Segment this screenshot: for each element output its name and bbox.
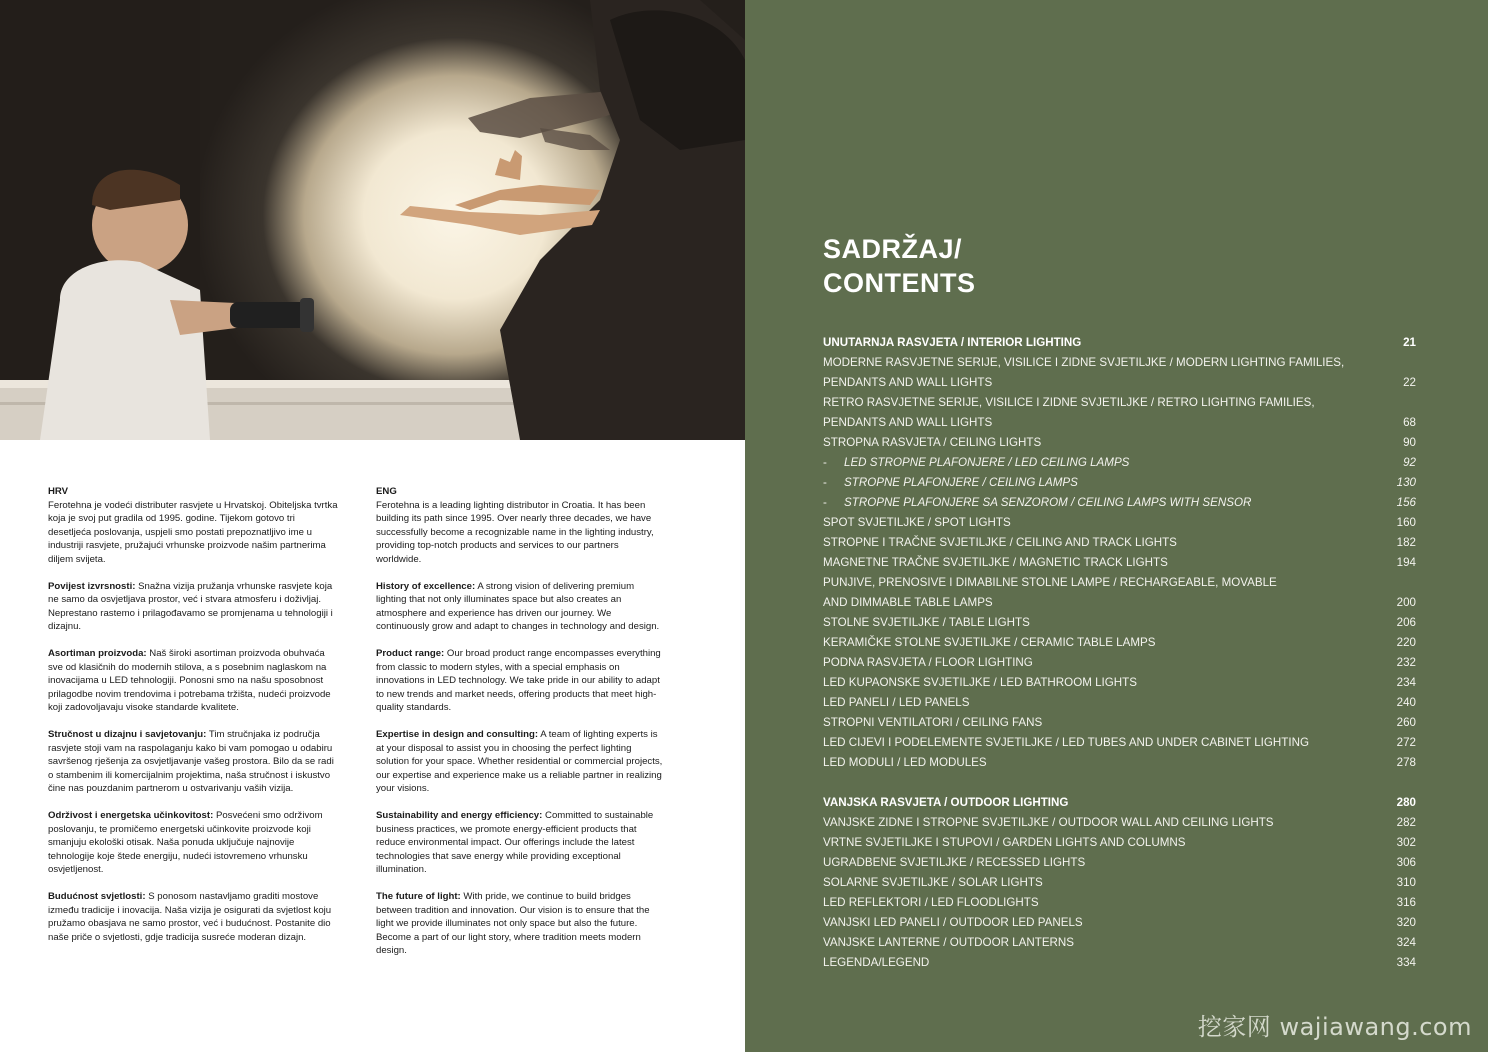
toc-page-number: 320 (1396, 916, 1416, 929)
toc-entry[interactable] (823, 693, 1416, 713)
toc-entry-label: LEGENDA/LEGEND (823, 956, 930, 969)
paragraph-heading: Održivost i energetska učinkovitost: (48, 810, 214, 821)
toc-page-number: 316 (1396, 896, 1416, 909)
toc-spacer (823, 773, 1416, 793)
toc-page-number: 194 (1396, 556, 1416, 569)
bullet-dash: - (823, 496, 827, 509)
toc-page-number: 232 (1396, 656, 1416, 669)
bullet-dash: - (823, 476, 827, 489)
toc-entry[interactable] (823, 613, 1416, 633)
toc-entry[interactable] (823, 833, 1416, 853)
language-label-eng: ENG (376, 486, 397, 497)
paragraph-heading: Povijest izvrsnosti: (48, 580, 136, 592)
intro-text-eng (376, 485, 666, 971)
toc-entry[interactable] (823, 413, 1416, 433)
paragraph-eng-5 (376, 890, 666, 958)
toc-entry[interactable] (823, 853, 1416, 873)
toc-entry-label: STOLNE SVJETILJKE / TABLE LIGHTS (823, 616, 1030, 629)
paragraph-hrv-5 (48, 890, 338, 944)
toc-entry[interactable] (823, 953, 1416, 973)
toc-entry-label: UGRADBENE SVJETILJKE / RECESSED LIGHTS (823, 856, 1086, 869)
toc-page-number: 200 (1396, 596, 1416, 609)
toc-page-number: 280 (1396, 796, 1416, 809)
toc-entry[interactable] (823, 393, 1416, 413)
paragraph-body: Posvećeni smo održivom poslovanju, te promičemo energetski učinkovite proizvode koji smanjuju ekološki otisak. Naša ponuda uključuje najnovije tehnologije koje štede energiju, nudeći istovremeno vrhunsku osvjetljenost. (48, 810, 323, 875)
toc-entry-label: STROPNE PLAFONJERE SA SENZOROM / CEILING LAMPS WITH SENSOR (844, 496, 1252, 509)
toc-entry-label: LED STROPNE PLAFONJERE / LED CEILING LAMPS (844, 456, 1130, 469)
toc-exterior-group (823, 793, 1416, 973)
toc-page-number: 92 (1403, 456, 1416, 469)
paragraph-body: Snažna vizija pružanja vrhunske rasvjete koja ne samo da osvjetljava prostor, već i stvara atmosferu i doživljaj. Neprestano rastemo i prilagođavamo se promjenama u tehnologiji i dizajnu. (48, 580, 333, 632)
toc-entry[interactable] (823, 473, 1416, 493)
bullet-dash: - (823, 456, 827, 469)
toc-entry[interactable] (823, 713, 1416, 733)
toc-page-number: 160 (1396, 516, 1416, 529)
toc-page-number: 278 (1396, 756, 1416, 769)
toc-page-number: 234 (1396, 676, 1416, 689)
toc-page-number: 68 (1403, 416, 1416, 429)
toc-entry-label: VANJSKE ZIDNE I STROPNE SVJETILJKE / OUTDOOR WALL AND CEILING LIGHTS (823, 816, 1274, 829)
toc-entry-label: STROPNE PLAFONJERE / CEILING LAMPS (844, 476, 1078, 489)
toc-entry-label: UNUTARNJA RASVJETA / INTERIOR LIGHTING (823, 336, 1082, 349)
paragraph-eng-4 (376, 809, 666, 877)
intro-text-hrv (48, 485, 338, 958)
toc-page-number: 220 (1396, 636, 1416, 649)
paragraph-hrv-2 (48, 647, 338, 715)
toc-entry-label: MAGNETNE TRAČNE SVJETILJKE / MAGNETIC TRACK LIGHTS (823, 556, 1168, 569)
toc-entry[interactable] (823, 373, 1416, 393)
paragraph-body: Tim stručnjaka iz područja rasvjete stoji vam na raspolaganju kako bi vam pomogao u odabiru savršenog rješenja za osvjetljavanje vašeg prostora. Bilo da se radi o stambenim ili komercijalnim projektima, naša stručnost i iskustvo čine nas pouzdanim partnerom u ostvarivanju vaših vizija. (48, 729, 334, 794)
paragraph-body: A strong vision of delivering premium lighting that not only illuminates space but also creates an atmosphere and experience has driven our journey. We continuously grow and adapt to changes in technology and design. (376, 580, 660, 632)
paragraph-heading: Sustainability and energy efficiency: (376, 810, 543, 821)
toc-entry-label: LED REFLEKTORI / LED FLOODLIGHTS (823, 896, 1039, 909)
paragraph-heading: Expertise in design and consulting: (376, 729, 539, 740)
toc-entry-label: STROPNE I TRAČNE SVJETILJKE / CEILING AND TRACK LIGHTS (823, 536, 1177, 549)
paragraph-body: With pride, we continue to build bridges between tradition and innovation. Our vision is to ensure that the light we provide illuminates not only space but also the future. Become a part of our light story, where tradition meets modern design. (376, 891, 650, 956)
paragraph-hrv-1 (48, 580, 338, 634)
toc-entry[interactable] (823, 813, 1416, 833)
toc-entry-label: LED KUPAONSKE SVJETILJKE / LED BATHROOM LIGHTS (823, 676, 1137, 689)
right-page-contents (745, 0, 1488, 1052)
toc-entry[interactable] (823, 873, 1416, 893)
toc-entry-label: KERAMIČKE STOLNE SVJETILJKE / CERAMIC TABLE LAMPS (823, 636, 1156, 649)
paragraph-heading: Budućnost svjetlosti: (48, 891, 146, 902)
toc-page-number: 22 (1403, 376, 1416, 389)
toc-entry-label: LED MODULI / LED MODULES (823, 756, 987, 769)
paragraph-hrv-4 (48, 809, 338, 877)
toc-page-number: 302 (1396, 836, 1416, 849)
toc-entry[interactable] (823, 893, 1416, 913)
toc-page-number: 90 (1403, 436, 1416, 449)
toc-page-number: 260 (1396, 716, 1416, 729)
toc-entry-label: SOLARNE SVJETILJKE / SOLAR LIGHTS (823, 876, 1043, 889)
toc-entry[interactable] (823, 753, 1416, 773)
toc-entry[interactable] (823, 533, 1416, 553)
toc-entry[interactable] (823, 673, 1416, 693)
toc-entry[interactable] (823, 933, 1416, 953)
toc-entry[interactable] (823, 573, 1416, 593)
paragraph-eng-1 (376, 580, 666, 634)
toc-entry-label: STROPNA RASVJETA / CEILING LIGHTS (823, 436, 1042, 449)
paragraph-heading: Product range: (376, 648, 445, 659)
toc-page-number: 324 (1396, 936, 1416, 949)
toc-interior-group (823, 333, 1416, 773)
toc-entry-label: PUNJIVE, PRENOSIVE I DIMABILNE STOLNE LAMPE / RECHARGEABLE, MOVABLE (823, 576, 1277, 589)
toc-entry-label: LED PANELI / LED PANELS (823, 696, 970, 709)
paragraph-eng-3 (376, 728, 666, 796)
toc-entry-label: VANJSKI LED PANELI / OUTDOOR LED PANELS (823, 916, 1083, 929)
toc-entry[interactable] (823, 353, 1416, 373)
toc-entry-label: AND DIMMABLE TABLE LAMPS (823, 596, 993, 609)
contents-title-line-2: CONTENTS (823, 268, 976, 298)
contents-title (823, 232, 976, 300)
table-of-contents (823, 333, 1416, 973)
contents-title-line-1: SADRŽAJ/ (823, 234, 963, 264)
paragraph-heading: Stručnost u dizajnu i savjetovanju: (48, 729, 207, 740)
intro-paragraph-eng: Ferotehna is a leading lighting distributor in Croatia. It has been building its path since 1995. Over nearly three decades, we have successfully become a recognizable name in the lighting industry, providing top-notch products and services to our partners worldwide. (376, 499, 654, 565)
paragraph-body: Our broad product range encompasses everything from classic to modern styles, with a special emphasis on innovations in LED technology. We take pride in our ability to adapt to new trends and market needs, offering products that meet high-quality standards. (376, 648, 661, 713)
toc-entry-label: VANJSKE LANTERNE / OUTDOOR LANTERNS (823, 936, 1075, 949)
toc-entry-label: VRTNE SVJETILJKE I STUPOVI / GARDEN LIGHTS AND COLUMNS (823, 836, 1186, 849)
paragraph-body: A team of lighting experts is at your disposal to assist you in choosing the perfect lighting solution for your space. Whether residential or commercial projects, our expertise and experience make us a reliable partner in realizing your visions. (376, 729, 663, 794)
toc-page-number: 272 (1396, 736, 1416, 749)
toc-entry[interactable] (823, 553, 1416, 573)
toc-entry[interactable] (823, 653, 1416, 673)
toc-entry[interactable] (823, 493, 1416, 513)
toc-page-number: 21 (1403, 336, 1416, 349)
toc-page-number: 334 (1396, 956, 1416, 969)
toc-page-number: 182 (1396, 536, 1416, 549)
paragraph-heading: History of excellence: (376, 580, 476, 592)
toc-page-number: 156 (1396, 496, 1416, 509)
toc-page-number: 306 (1396, 856, 1416, 869)
toc-entry-label: PENDANTS AND WALL LIGHTS (823, 376, 993, 389)
toc-entry-label: VANJSKA RASVJETA / OUTDOOR LIGHTING (823, 796, 1069, 809)
toc-page-number: 130 (1396, 476, 1416, 489)
toc-page-number: 282 (1396, 816, 1416, 829)
toc-entry[interactable] (823, 513, 1416, 533)
toc-page-number: 206 (1396, 616, 1416, 629)
language-label-hrv: HRV (48, 486, 69, 497)
toc-entry-label: STROPNI VENTILATORI / CEILING FANS (823, 716, 1043, 729)
paragraph-body: S ponosom nastavljamo graditi mostove između tradicije i inovacija. Naša vizija je osigurati da svjetlost koju pružamo obasjava ne samo prostor, već i budućnost. Postanite dio naše priče o svjetlosti, gdje tradicija susreće moderan dizajn. (48, 891, 332, 943)
photo-illustration (0, 0, 745, 440)
intro-paragraph-hrv: Ferotehna je vodeći distributer rasvjete u Hrvatskoj. Obiteljska tvrtka koja je svoj put gradila od 1995. godine. Tijekom gotovo tri desetljeća poslovanja, uspjeli smo postati prepoznatljivo ime u industriji rasvjete, pružajući vrhunske proizvode našim partnerima diljem svijeta. (48, 499, 338, 565)
toc-entry-label: SPOT SVJETILJKE / SPOT LIGHTS (823, 516, 1011, 529)
toc-entry-label: RETRO RASVJETNE SERIJE, VISILICE I ZIDNE SVJETILJKE / RETRO LIGHTING FAMILIES, (823, 396, 1315, 409)
paragraph-eng-2 (376, 647, 666, 715)
toc-entry-label: MODERNE RASVJETNE SERIJE, VISILICE I ZIDNE SVJETILJKE / MODERN LIGHTING FAMILIES, (823, 356, 1345, 369)
toc-entry[interactable] (823, 593, 1416, 613)
hero-photo-shadow-play (0, 0, 745, 440)
paragraph-heading: The future of light: (376, 891, 461, 902)
toc-entry[interactable] (823, 633, 1416, 653)
toc-page-number: 310 (1396, 876, 1416, 889)
toc-entry-label: PODNA RASVJETA / FLOOR LIGHTING (823, 656, 1033, 669)
toc-page-number: 240 (1396, 696, 1416, 709)
toc-section-heading[interactable] (823, 333, 1416, 353)
paragraph-hrv-3 (48, 728, 338, 796)
paragraph-heading: Asortiman proizvoda: (48, 648, 147, 659)
toc-entry[interactable] (823, 733, 1416, 753)
toc-entry-label: PENDANTS AND WALL LIGHTS (823, 416, 993, 429)
toc-entry[interactable] (823, 453, 1416, 473)
paragraph-body: Committed to sustainable business practices, we promote energy-efficient products that reduce environmental impact. Our offerings include the latest technologies that save energy while providing exceptional illumination. (376, 810, 654, 875)
watermark: 挖家网 wajiawang.com (1197, 1013, 1472, 1041)
toc-entry-label: LED CIJEVI I PODELEMENTE SVJETILJKE / LED TUBES AND UNDER CABINET LIGHTING (823, 736, 1309, 749)
paragraph-body: Naš široki asortiman proizvoda obuhvaća sve od klasičnih do modernih stilova, a s posebnim naglaskom na inovacijama u LED tehnologiji. Ponosni smo na našu sposobnost prilagodbe novim trendovima i potrebama tržišta, nudeći proizvode koji zadovoljavaju visoke standarde kvalitete. (48, 648, 331, 713)
toc-section-heading[interactable] (823, 793, 1416, 813)
toc-entry[interactable] (823, 433, 1416, 453)
toc-entry[interactable] (823, 913, 1416, 933)
